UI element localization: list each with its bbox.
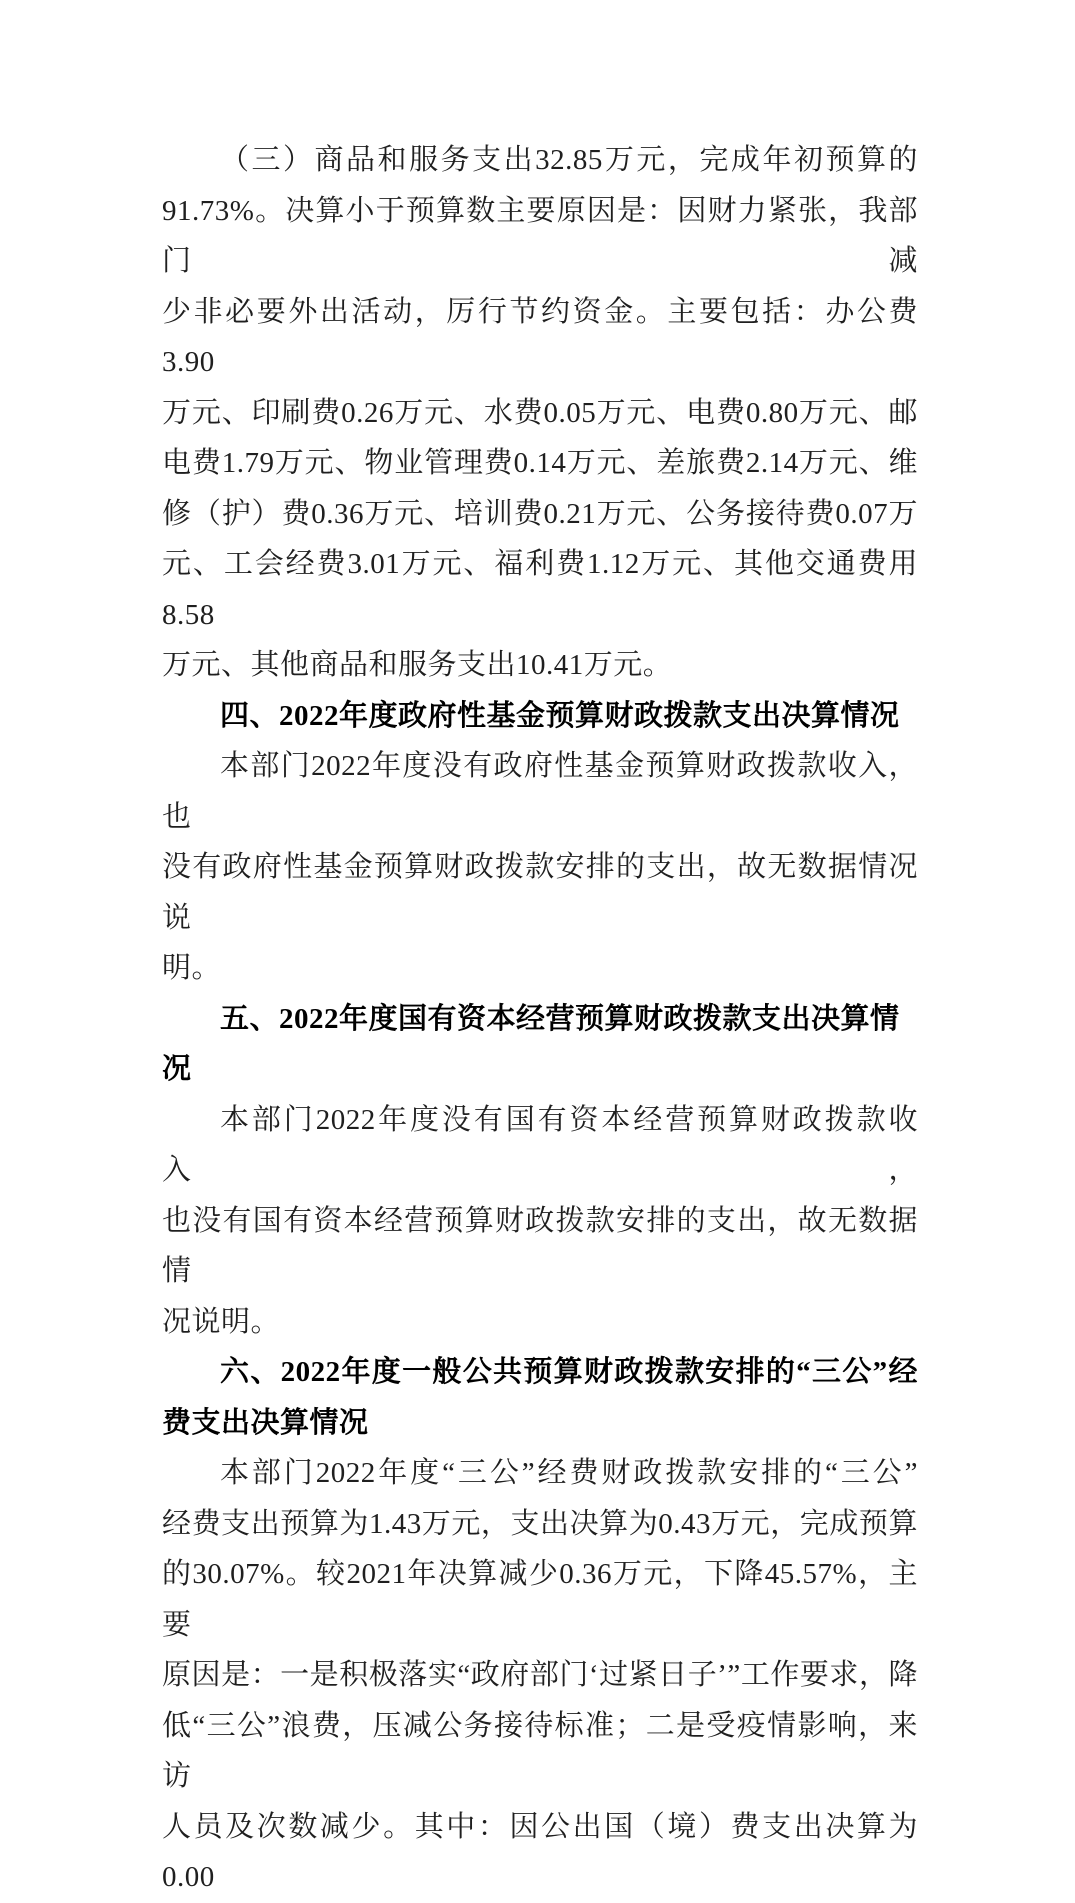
para-goods-services-line: 万元、其他商品和服务支出10.41万元。: [162, 649, 673, 681]
para-gov-fund-line: 本部门2022年度没有政府性基金预算财政拨款收入，也: [162, 750, 918, 833]
heading-section-6-line-2: 费支出决算情况: [162, 1406, 369, 1439]
para-goods-services-line: 万元、印刷费0.26万元、水费0.05万元、电费0.80万元、邮: [162, 396, 918, 429]
para-goods-services-line: 少非必要外出活动，厉行节约资金。主要包括：办公费3.90: [162, 295, 918, 378]
para-sangong-line: 原因是：一是积极落实“政府部门‘过紧日子’”工作要求，降: [162, 1659, 918, 1691]
heading-section-4: 四、2022年度政府性基金预算财政拨款支出决算情况: [220, 699, 900, 732]
para-gov-fund-line: 没有政府性基金预算财政拨款安排的支出，故无数据情况说: [162, 851, 918, 934]
heading-section-6-line-1: 六、2022年度一般公共预算财政拨款安排的“三公”经: [220, 1356, 918, 1388]
para-sangong-line: 低“三公”浪费，压减公务接待标准；二是受疫情影响，来访: [162, 1709, 918, 1792]
heading-section-5: 五、2022年度国有资本经营预算财政拨款支出决算情况: [162, 1002, 900, 1085]
para-state-capital-line: 况说明。: [162, 1305, 281, 1338]
para-sangong-line: 的30.07%。较2021年决算减少0.36万元，下降45.57%，主要: [162, 1558, 918, 1641]
document-body: [162, 135, 918, 1903]
para-sangong-line: 经费支出预算为1.43万元，支出决算为0.43万元，完成预算: [162, 1507, 918, 1540]
para-goods-services-line: 修（护）费0.36万元、培训费0.21万元、公务接待费0.07万: [162, 497, 918, 530]
para-goods-services-line: 电费1.79万元、物业管理费0.14万元、差旅费2.14万元、维: [162, 447, 918, 479]
para-gov-fund-line: 明。: [162, 952, 222, 984]
para-state-capital-line: 本部门2022年度没有国有资本经营预算财政拨款收入，: [162, 1103, 918, 1186]
para-goods-services-line: 元、工会经费3.01万元、福利费1.12万元、其他交通费用8.58: [162, 548, 918, 631]
para-goods-services-line: 91.73%。决算小于预算数主要原因是：因财力紧张，我部门减: [162, 194, 918, 277]
para-goods-services-line: （三）商品和服务支出32.85万元，完成年初预算的: [220, 144, 918, 176]
para-sangong-line: 人员及次数减少。其中：因公出国（境）费支出决算为0.00: [162, 1810, 918, 1893]
para-state-capital-line: 也没有国有资本经营预算财政拨款安排的支出，故无数据情: [162, 1204, 918, 1287]
para-sangong-line: 本部门2022年度“三公”经费财政拨款安排的“三公”: [220, 1457, 918, 1489]
